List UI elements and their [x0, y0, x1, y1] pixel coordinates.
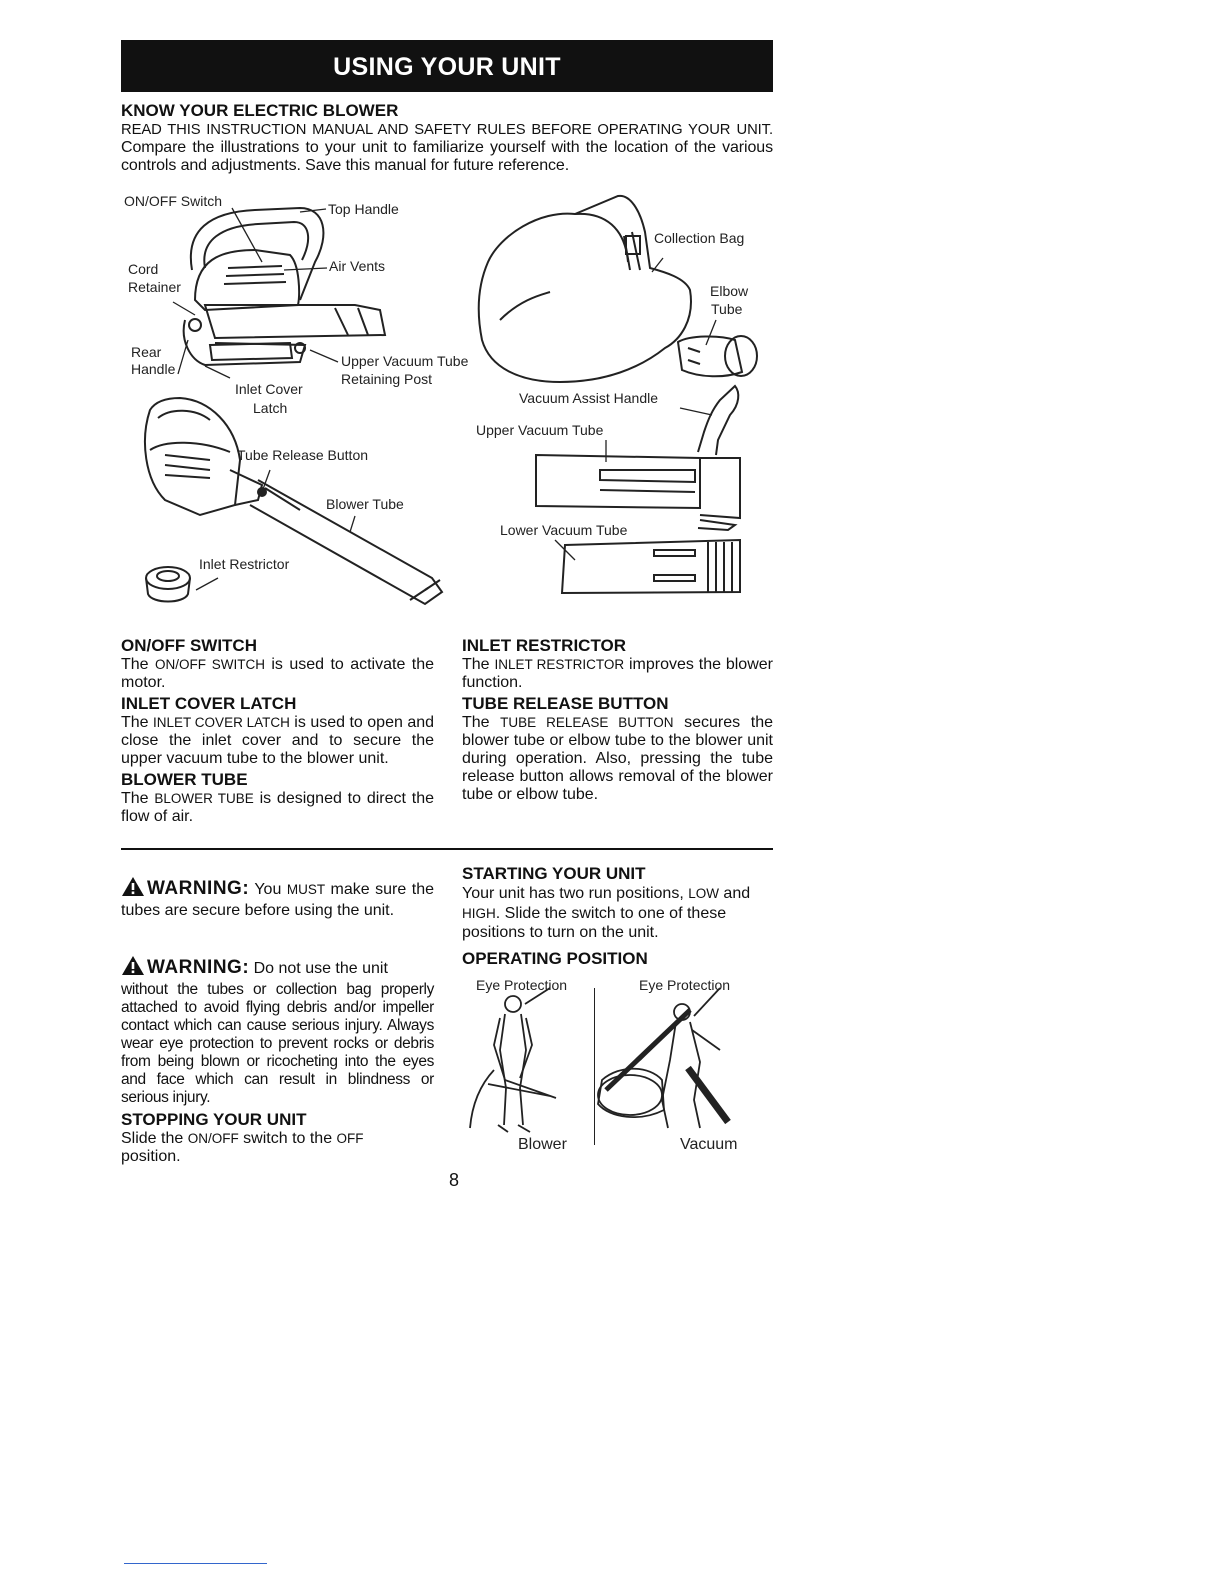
warning-1-pre: You — [249, 881, 287, 898]
stopping-post: position. — [121, 1148, 181, 1165]
warning-1-term: MUST — [286, 882, 326, 897]
starting-mid: and — [718, 885, 751, 902]
blower-tube-heading: BLOWER TUBE — [121, 770, 248, 789]
label-on-off-switch: ON/OFF Switch — [124, 193, 223, 209]
label-upper-vacuum-tube: Upper Vacuum Tube — [341, 353, 469, 369]
tube-release-heading: TUBE RELEASE BUTTON — [462, 694, 669, 713]
label-top-handle: Top Handle — [328, 201, 399, 217]
label-blower-tube: Blower Tube — [326, 496, 404, 512]
section-banner: USING YOUR UNIT — [121, 40, 773, 92]
label-vacuum: Vacuum — [680, 1136, 738, 1153]
inlet-restrictor-post: improves the blower function. — [462, 656, 773, 691]
stopping-mid: switch to the — [238, 1130, 337, 1147]
warning-icon — [121, 876, 145, 902]
label-retainer: Retainer — [128, 279, 181, 295]
tube-release-pre: The — [462, 714, 501, 731]
warning-1-label: WARNING: — [147, 878, 250, 899]
label-eye-protection-left: Eye Protection — [476, 977, 568, 993]
tube-release-term: TUBE RELEASE BUTTON — [500, 715, 674, 730]
inlet-restrictor-pre: The — [462, 656, 495, 673]
blower-tube-post: is designed to direct the flow of air. — [121, 790, 434, 825]
warning-2 — [121, 955, 434, 1107]
label-air-vents: Air Vents — [329, 258, 386, 274]
right-descriptions — [462, 636, 773, 804]
warning-2-first: Do not use the unit — [249, 960, 388, 977]
starting-heading: STARTING YOUR UNIT — [462, 864, 646, 883]
starting-term1: LOW — [688, 886, 719, 901]
page-number: 8 — [449, 1170, 460, 1190]
onoff-text — [121, 656, 434, 692]
label-blower: Blower — [518, 1136, 567, 1153]
stopping-text — [121, 1130, 411, 1166]
onoff-pre: The — [121, 656, 155, 673]
starting-post: . Slide the switch to one of these positions to turn on the unit. — [462, 904, 727, 941]
warning-1-post: make sure the tubes are secure before using the unit. — [121, 881, 434, 919]
label-tube-release-button: Tube Release Button — [237, 447, 369, 463]
label-inlet-cover: Inlet Cover — [235, 381, 303, 397]
stopping-section — [121, 1110, 434, 1166]
know-intro-rest: Compare the illustrations to your unit to familiarize yourself with the location of the various controls and adjustments. Save this manual for future reference. — [121, 139, 773, 174]
know-intro — [121, 121, 773, 175]
label-eye-protection-right: Eye Protection — [639, 977, 731, 993]
stopping-heading: STOPPING YOUR UNIT — [121, 1110, 307, 1129]
onoff-term: ON/OFF SWITCH — [154, 657, 265, 672]
blower-tube-text — [121, 790, 434, 826]
inlet-restrictor-heading: INLET RESTRICTOR — [462, 636, 627, 655]
footnote-rule — [124, 1563, 267, 1564]
figure-divider — [594, 988, 595, 1145]
warning-1 — [121, 876, 434, 920]
starting-section — [462, 864, 762, 969]
label-vacuum-assist-handle: Vacuum Assist Handle — [519, 390, 659, 406]
section-divider — [121, 848, 773, 850]
label-retaining-post: Retaining Post — [341, 371, 433, 387]
label-latch: Latch — [253, 400, 288, 416]
label-elbow: Elbow — [710, 283, 749, 299]
stopping-term1: ON/OFF — [187, 1131, 239, 1146]
tube-release-text — [462, 714, 773, 804]
blower-tube-term: BLOWER TUBE — [154, 791, 254, 806]
left-descriptions — [121, 636, 434, 826]
warning-2-label: WARNING: — [147, 957, 250, 978]
inlet-cover-heading: INLET COVER LATCH — [121, 694, 297, 713]
inlet-restrictor-term: INLET RESTRICTOR — [494, 657, 625, 672]
label-rear: Rear — [131, 344, 162, 360]
label-cord: Cord — [128, 261, 159, 277]
label-upper-vacuum-tube-right: Upper Vacuum Tube — [476, 422, 604, 438]
label-lower-vacuum-tube: Lower Vacuum Tube — [500, 522, 628, 538]
label-collection-bag: Collection Bag — [654, 230, 745, 246]
starting-term2: HIGH — [462, 905, 496, 921]
label-inlet-restrictor: Inlet Restrictor — [199, 556, 290, 572]
stopping-term2: OFF — [336, 1131, 364, 1146]
stopping-pre: Slide the — [121, 1130, 188, 1147]
know-intro-caps: READ THIS INSTRUCTION MANUAL AND SAFETY RULES BEFORE OPERATING YOUR — [121, 122, 731, 138]
onoff-post: is used to activate the motor. — [121, 656, 434, 691]
inlet-cover-pre: The — [121, 714, 154, 731]
inlet-cover-text — [121, 714, 434, 768]
warning-2-body: without the tubes or collection bag properly attached to avoid flying debris and/or impeller contact which can cause serious injury. Always wear eye protection to prevent rocks or debris from being blown or ricocheting into the eyes and face which can result in blindness or serious injury. — [121, 981, 434, 1106]
starting-text — [462, 884, 762, 943]
label-handle: Handle — [131, 361, 176, 377]
inlet-cover-term: INLET COVER LATCH — [153, 715, 290, 730]
blower-tube-pre: The — [121, 790, 155, 807]
warning-icon — [121, 955, 145, 981]
onoff-heading: ON/OFF SWITCH — [121, 636, 257, 655]
know-intro-unit: UNIT. — [736, 122, 773, 138]
tube-release-post: secures the blower tube or elbow tube to the blower unit during operation. Also, pressing the tube release button allows removal of the blower tube or elbow tube. — [462, 714, 773, 803]
label-tube: Tube — [711, 301, 743, 317]
starting-pre: Your unit has two run positions, — [462, 885, 689, 902]
inlet-restrictor-text — [462, 656, 773, 692]
know-heading: KNOW YOUR ELECTRIC BLOWER — [121, 101, 399, 120]
inlet-cover-post: is used to open and close the inlet cover and to secure the upper vacuum tube to the blower unit. — [121, 714, 435, 767]
operating-heading: OPERATING POSITION — [462, 948, 648, 968]
